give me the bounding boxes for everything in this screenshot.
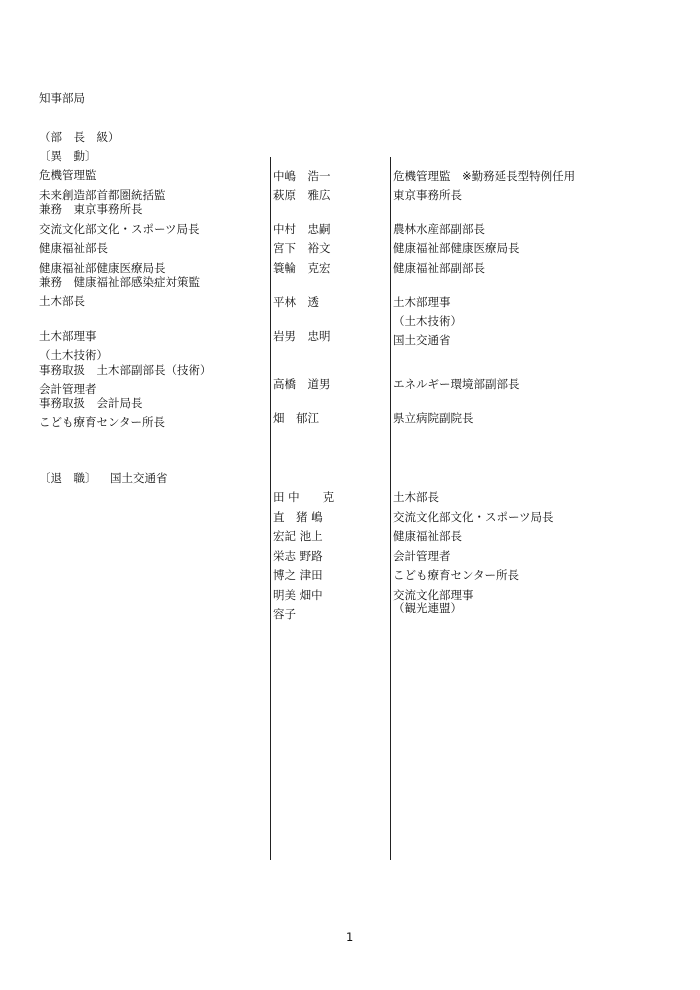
old-post: 健康福祉部健康医療局長: [393, 241, 520, 255]
person-name: 簑輪 克宏: [273, 261, 331, 275]
retirement-old-post: 健康福祉部長: [393, 529, 462, 543]
column-divider-right: [390, 157, 391, 860]
person-name: 中嶋 浩一: [273, 169, 331, 183]
column-divider-left: [270, 157, 271, 860]
old-post: エネルギー環境部副部長: [393, 377, 520, 391]
person-name: 岩男 忠明: [273, 329, 331, 343]
new-post-concurrent: 兼務 健康福祉部感染症対策監: [39, 275, 200, 289]
person-name: 萩原 雅広: [273, 188, 331, 202]
new-post: 未来創造部首都圏統括監: [39, 188, 166, 202]
new-post: 土木部長: [39, 294, 85, 308]
rank-label: （部 長 級）: [39, 130, 120, 144]
retirement-old-post: 会計管理者: [393, 549, 451, 563]
department-title: 知事部局: [39, 91, 85, 105]
retirement-old-post: 交流文化部理事: [393, 588, 474, 602]
new-post-concurrent: 兼務 東京事務所長: [39, 202, 143, 216]
retirement-name: 宏記 池上: [273, 529, 323, 543]
retirement-destination: 国土交通省: [110, 471, 168, 485]
retirement-name: 博之 津田: [273, 568, 323, 582]
new-post: こども療育センター所長: [39, 415, 166, 429]
new-post: 交流文化部文化・スポーツ局長: [39, 222, 200, 236]
person-name: 高橋 道男: [273, 377, 331, 391]
retirement-name: 栄志 野路: [273, 549, 323, 563]
retirement-name: 直 猪 嶋: [273, 510, 323, 524]
old-post: 農林水産部副部長: [393, 222, 485, 236]
retirement-old-post: 土木部長: [393, 490, 439, 504]
retirement-name: 容子: [273, 607, 296, 621]
page-number: 1: [346, 930, 354, 944]
old-post: 県立病院副院長: [393, 411, 474, 425]
retirement-name: 田 中 克: [273, 490, 335, 504]
new-post-acting: 事務取扱 会計局長: [39, 396, 143, 410]
new-post: 危機管理監: [39, 168, 97, 182]
new-post-acting: 事務取扱 土木部副部長（技術）: [39, 363, 212, 377]
new-post: 会計管理者: [39, 382, 97, 396]
person-name: 中村 忠嗣: [273, 222, 331, 236]
old-post: 国土交通省: [393, 333, 451, 347]
old-post: 健康福祉部副部長: [393, 261, 485, 275]
retirement-section-label: 〔退 職〕: [39, 471, 97, 485]
new-post: 健康福祉部健康医療局長: [39, 261, 166, 275]
retirement-name: 明美 畑中: [273, 588, 323, 602]
retirement-old-post-note: （観光連盟）: [393, 601, 462, 615]
transfer-section-label: 〔異 動〕: [39, 149, 97, 163]
new-post: 健康福祉部長: [39, 241, 108, 255]
person-name: 宮下 裕文: [273, 241, 331, 255]
old-post-note: （土木技術）: [393, 314, 462, 328]
old-post: 土木部理事: [393, 295, 451, 309]
person-name: 畑 郁江: [273, 411, 319, 425]
person-name: 平林 透: [273, 295, 319, 309]
new-post: 土木部理事: [39, 329, 97, 343]
old-post: 東京事務所長: [393, 188, 462, 202]
new-post-note: （土木技術）: [39, 348, 108, 362]
old-post: 危機管理監 ※勤務延長型特例任用: [393, 169, 576, 183]
retirement-old-post: こども療育センター所長: [393, 568, 520, 582]
retirement-old-post: 交流文化部文化・スポーツ局長: [393, 510, 554, 524]
